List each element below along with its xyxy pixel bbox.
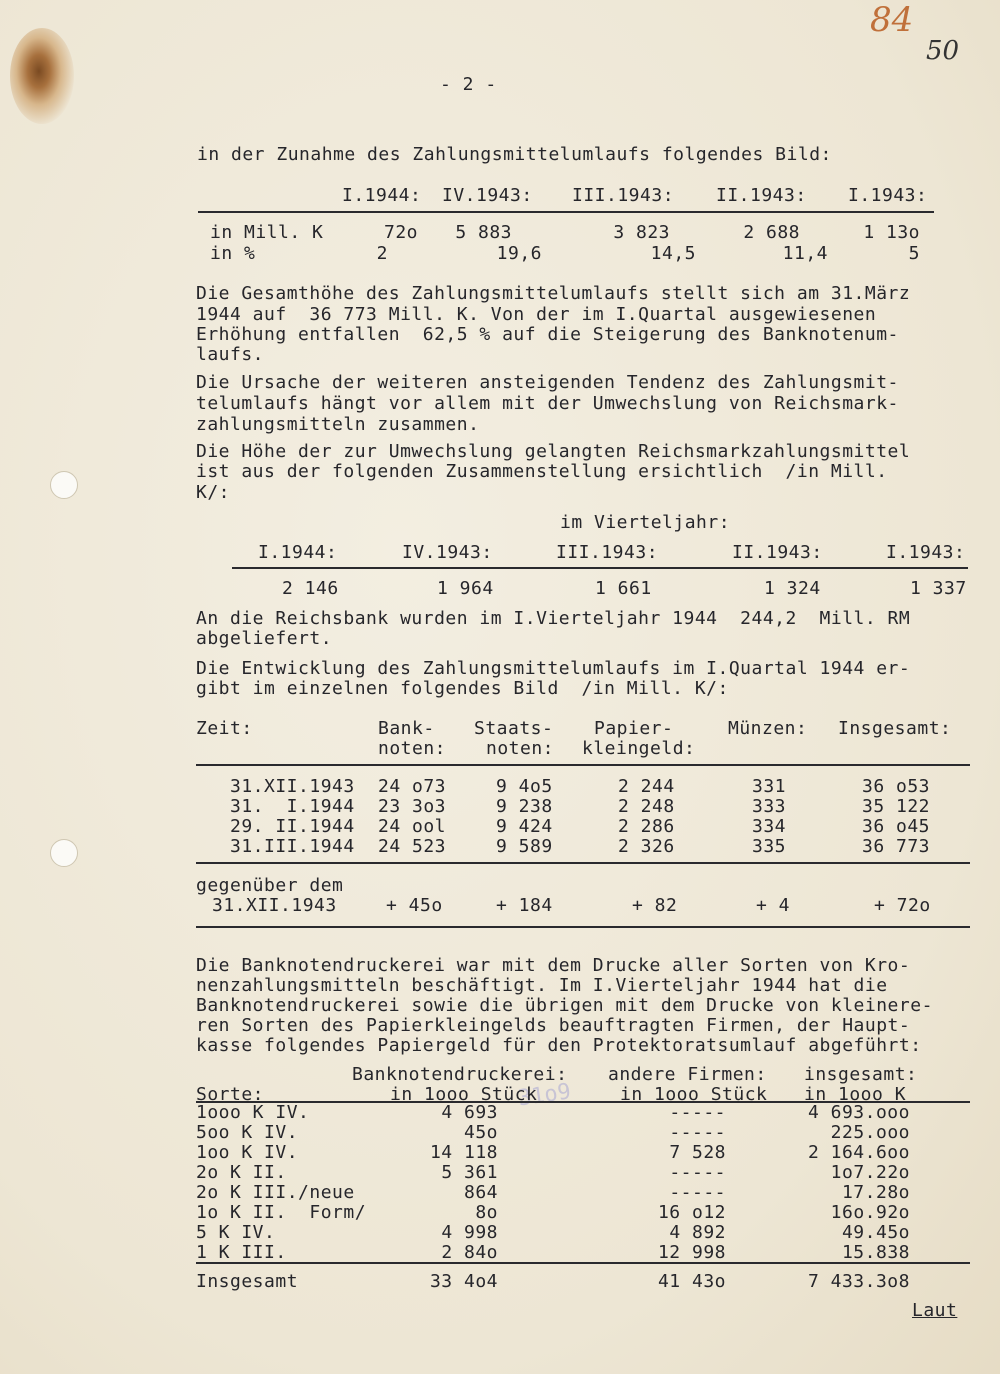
table-cell: 23 3o3 (378, 796, 447, 817)
paragraph-line: laufs. (196, 344, 265, 365)
paragraph-line: ist aus der folgenden Zusammenstellung ersichtlich /in Mill. (196, 461, 888, 482)
table-cell: 2 164.6oo (807, 1142, 910, 1163)
paragraph-line: 1944 auf 36 773 Mill. K. Von der im I.Quartal ausgewiesenen (196, 304, 877, 325)
total-cell: 7 433.3o8 (807, 1271, 910, 1292)
table-cell: ----- (669, 1102, 726, 1123)
column-header: III.1943: (556, 542, 659, 563)
table-cell: 15.838 (841, 1242, 910, 1263)
page-number: - 2 - (440, 74, 497, 95)
table-cell: ----- (669, 1122, 726, 1143)
table-cell: 9 424 (496, 816, 553, 837)
table-cell: 16 o12 (657, 1202, 726, 1223)
row-label: 2o K III./neue (196, 1182, 355, 1203)
table-cell: 333 (752, 796, 787, 817)
rule (196, 1262, 970, 1264)
table-cell: 14 118 (429, 1142, 498, 1163)
column-header: insgesamt: (804, 1064, 918, 1085)
paragraph-line: Die Entwicklung des Zahlungsmittelumlaufs im I.Quartal 1944 er- (196, 658, 911, 679)
table-cell: 225.ooo (830, 1122, 910, 1143)
table-cell: 45o (463, 1122, 498, 1143)
table-cell: 331 (752, 776, 787, 797)
table-cell: + 4 (756, 895, 791, 916)
folio-number: 84 (870, 0, 914, 40)
table-cell: + 184 (496, 895, 553, 916)
table-cell: 1 661 (595, 578, 652, 599)
column-header: I.1943: (848, 185, 928, 206)
rule (196, 764, 970, 766)
column-header: III.1943: (572, 185, 675, 206)
table-cell: 2 688 (743, 222, 800, 243)
table-cell: 14,5 (650, 243, 696, 264)
paragraph-line: Die Gesamthöhe des Zahlungsmittelumlaufs stellt sich am 31.März (196, 283, 911, 304)
column-header: andere Firmen: (608, 1064, 767, 1085)
row-label: 1 K III. (196, 1242, 287, 1263)
column-header: Münzen: (728, 718, 808, 739)
table-cell: 9 589 (496, 836, 553, 857)
rule (196, 862, 970, 864)
row-label: in % (210, 243, 256, 264)
table-cell: 2 248 (618, 796, 675, 817)
column-header: Papier- (594, 718, 674, 739)
rule (232, 567, 968, 569)
table-cell: 36 o53 (862, 776, 931, 797)
paragraph-line: Erhöhung entfallen 62,5 % auf die Steigerung des Banknotenum- (196, 324, 899, 345)
paragraph-line: K/: (196, 482, 231, 503)
column-header: II.1943: (732, 542, 823, 563)
table-cell: 16o.92o (830, 1202, 910, 1223)
column-header: Bank- (378, 718, 435, 739)
table-cell: 4 693.ooo (807, 1102, 910, 1123)
column-header: IV.1943: (402, 542, 493, 563)
row-label: 1o K II. Form/ (196, 1202, 367, 1223)
column-header: noten: (486, 738, 555, 759)
row-label: 1oo K IV. (196, 1142, 299, 1163)
paragraph-line: nenzahlungsmitteln beschäftigt. Im I.Vierteljahr 1944 hat die (196, 975, 888, 996)
table-cell: 335 (752, 836, 787, 857)
table-cell: 12 998 (657, 1242, 726, 1263)
faint-stamp: 31o9 (516, 1079, 573, 1112)
row-label: 5 K IV. (196, 1222, 276, 1243)
table-cell: + 72o (874, 895, 931, 916)
paragraph-line: Banknotendruckerei sowie die übrigen mit dem Drucke von kleinere- (196, 995, 933, 1016)
table-cell: 1 964 (437, 578, 494, 599)
column-header: I.1943: (886, 542, 966, 563)
intro-line: in der Zunahme des Zahlungsmittelumlaufs folgendes Bild: (197, 144, 832, 165)
table-cell: 2 286 (618, 816, 675, 837)
table-cell: 4 693 (441, 1102, 498, 1123)
table-cell: 17.28o (841, 1182, 910, 1203)
table-cell: 7 528 (669, 1142, 726, 1163)
row-label: 31. I.1944 (230, 796, 355, 817)
table-cell: 72o (383, 222, 418, 243)
table-cell: 4 892 (669, 1222, 726, 1243)
rule (196, 926, 970, 928)
row-label: 31.III.1944 (230, 836, 355, 857)
table-cell: 5 (908, 243, 920, 264)
table-cell: 3 823 (613, 222, 670, 243)
rule (198, 211, 934, 213)
table-cell: 36 o45 (862, 816, 931, 837)
row-label: 1ooo K IV. (196, 1102, 310, 1123)
column-header: I.1944: (258, 542, 338, 563)
column-header: I.1944: (342, 185, 422, 206)
catchword: Laut (912, 1300, 958, 1321)
table-cell: 24 ool (378, 816, 447, 837)
total-label: Insgesamt (196, 1271, 299, 1292)
column-header: II.1943: (716, 185, 807, 206)
column-header: Insgesamt: (838, 718, 952, 739)
paragraph-line: kasse folgendes Papiergeld für den Protektoratsumlauf abgeführt: (196, 1035, 922, 1056)
row-label: in Mill. K (210, 222, 324, 243)
row-label: 31.XII.1943 (212, 895, 337, 916)
column-header: Sorte: (196, 1084, 265, 1105)
table-cell: 2 84o (441, 1242, 498, 1263)
total-cell: 33 4o4 (429, 1271, 498, 1292)
column-header: Banknotendruckerei: (352, 1064, 568, 1085)
paragraph-line: ren Sorten des Papierkleingelds beauftragten Firmen, der Haupt- (196, 1015, 911, 1036)
paragraph-line: Die Ursache der weiteren ansteigenden Tendenz des Zahlungsmit- (196, 372, 899, 393)
row-label: 31.XII.1943 (230, 776, 355, 797)
column-header: IV.1943: (442, 185, 533, 206)
punch-hole (50, 839, 78, 867)
table-cell: 8o (475, 1202, 498, 1223)
row-label: 2o K II. (196, 1162, 287, 1183)
table-cell: 11,4 (782, 243, 828, 264)
column-header: Staats- (474, 718, 554, 739)
paragraph-line: zahlungsmitteln zusammen. (196, 414, 480, 435)
table-cell: 4 998 (441, 1222, 498, 1243)
table-cell: 1 337 (910, 578, 967, 599)
table-cell: ----- (669, 1162, 726, 1183)
column-header: Zeit: (196, 718, 253, 739)
paragraph-line: abgeliefert. (196, 628, 333, 649)
table-cell: 35 122 (862, 796, 931, 817)
table-cell: + 45o (386, 895, 443, 916)
handwritten-mark: 50 (926, 36, 960, 66)
table-cell: 19,6 (496, 243, 542, 264)
total-cell: 41 43o (657, 1271, 726, 1292)
column-header: in 1ooo K (804, 1084, 907, 1105)
paragraph-line: Die Banknotendruckerei war mit dem Drucke aller Sorten von Kro- (196, 955, 911, 976)
table-cell: 1 324 (764, 578, 821, 599)
column-header: in 1ooo Stück (620, 1084, 768, 1105)
table-cell: 49.45o (841, 1222, 910, 1243)
column-header: in 1ooo Stück (390, 1084, 538, 1105)
table-cell: ----- (669, 1182, 726, 1203)
table-cell: 2 326 (618, 836, 675, 857)
table-cell: 24 523 (378, 836, 447, 857)
table-cell: 9 238 (496, 796, 553, 817)
table-cell: 2 146 (282, 578, 339, 599)
table-caption: im Vierteljahr: (560, 512, 731, 533)
column-header: kleingeld: (582, 738, 696, 759)
row-label: 29. II.1944 (230, 816, 355, 837)
table-cell: 864 (463, 1182, 498, 1203)
table-cell: 5 883 (455, 222, 512, 243)
column-header: noten: (378, 738, 447, 759)
paragraph-line: gibt im einzelnen folgendes Bild /in Mill. K/: (196, 678, 729, 699)
table-cell: 36 773 (862, 836, 931, 857)
table-cell: 2 (376, 243, 388, 264)
table-cell: 1o7.22o (830, 1162, 910, 1183)
paragraph-line: Die Höhe der zur Umwechslung gelangten Reichsmarkzahlungsmittel (196, 441, 911, 462)
table-cell: 1 13o (863, 222, 920, 243)
table-cell: 2 244 (618, 776, 675, 797)
row-label: 5oo K IV. (196, 1122, 299, 1143)
burn-stain (10, 28, 74, 124)
table-cell: 5 361 (441, 1162, 498, 1183)
paragraph-line: An die Reichsbank wurden im I.Vierteljahr 1944 244,2 Mill. RM (196, 608, 911, 629)
punch-hole (50, 471, 78, 499)
table-cell: 24 o73 (378, 776, 447, 797)
table-cell: + 82 (632, 895, 678, 916)
table-cell: 334 (752, 816, 787, 837)
table-cell: 9 4o5 (496, 776, 553, 797)
paragraph-line: telumlaufs hängt vor allem mit der Umwechslung von Reichsmark- (196, 393, 899, 414)
row-label: gegenüber dem (196, 875, 344, 896)
